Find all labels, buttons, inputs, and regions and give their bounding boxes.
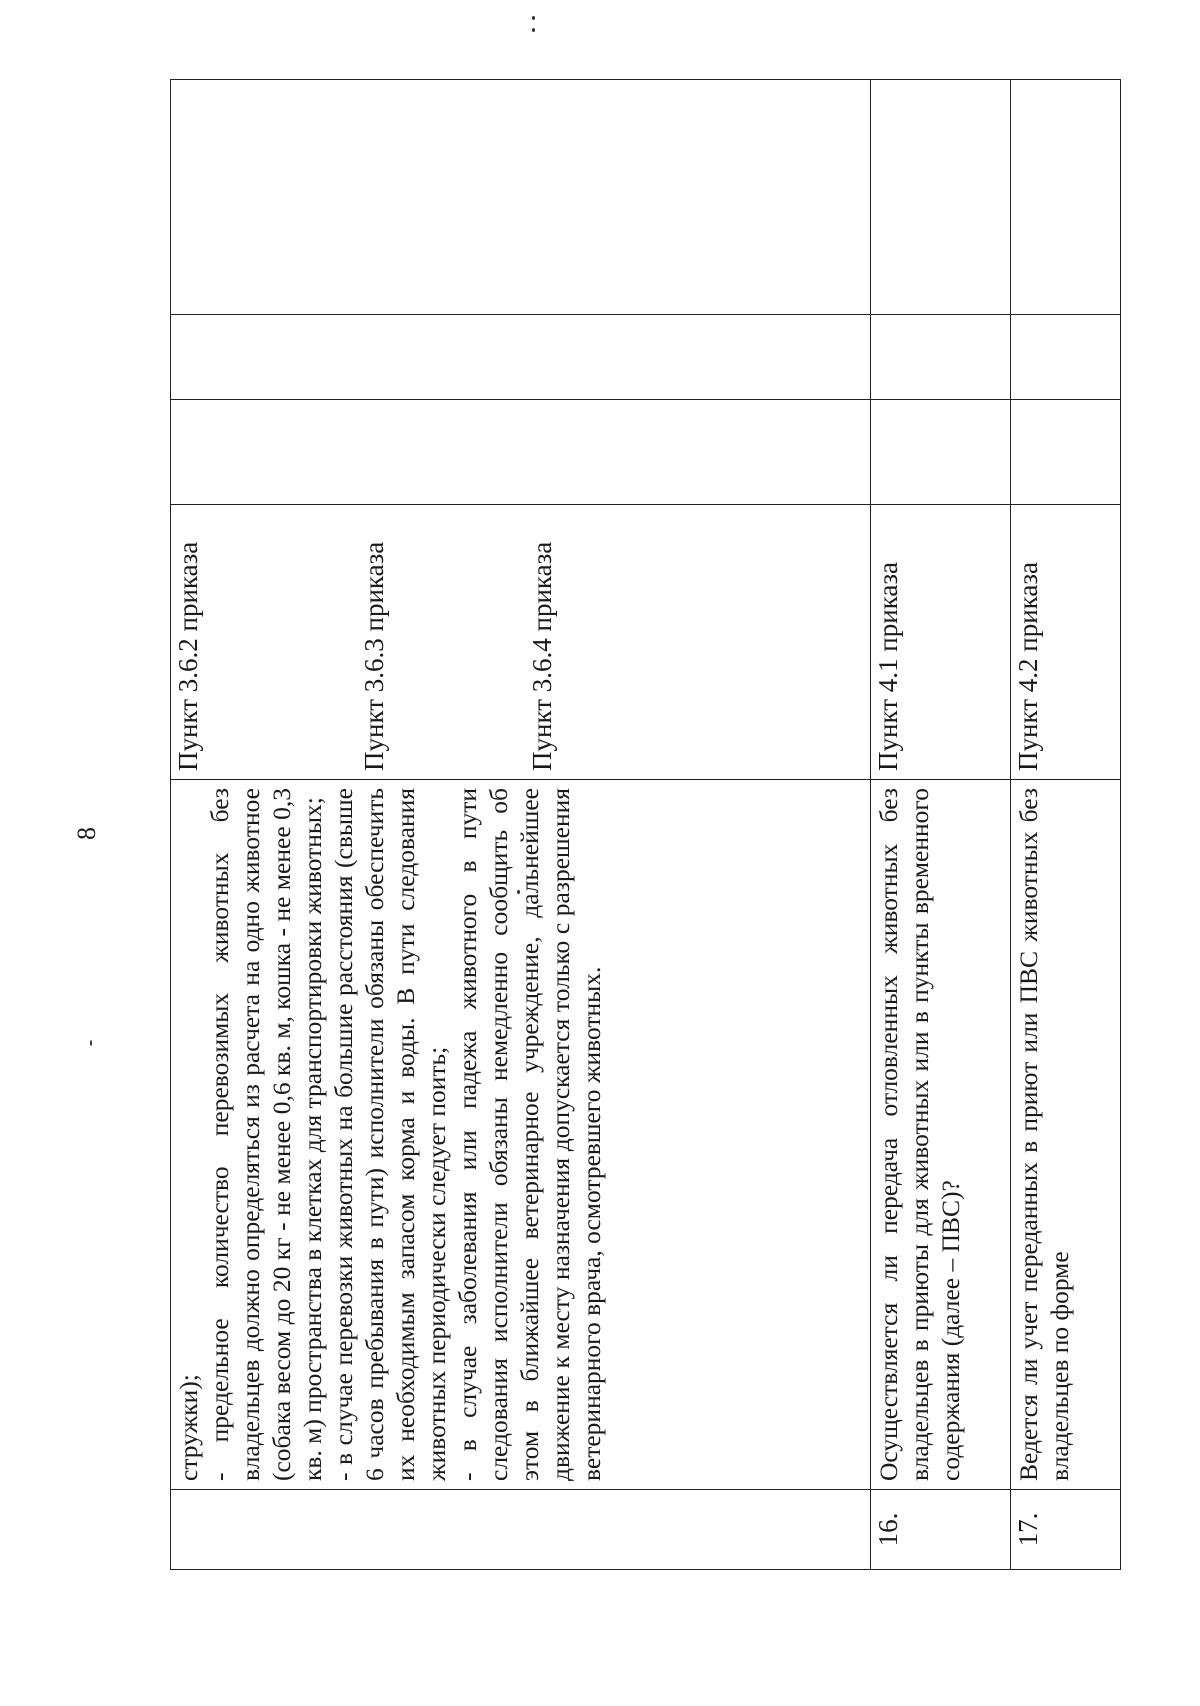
scan-speck	[532, 16, 535, 20]
empty-cell	[1011, 315, 1121, 400]
scan-speck	[532, 28, 535, 32]
requirement-line: - предельное количество перевозимых животных без владельцев должно определяться из расчета на одно животное (собака весом до 20 кг - не менее 0,6 кв. м, кошка - не менее 0,3 кв. м) пространства в клетках для транспортировки животных;	[205, 788, 327, 1481]
empty-cell	[171, 315, 871, 400]
requirement-line: - в случае перевозки животных на большие расстояния (свыше 6 часов пребывания в пути) исполнители обязаны обеспечить их необходимым запасом корма и воды. В пути следования животных периодически следует поить;	[329, 788, 451, 1481]
page-number: 8	[72, 827, 101, 840]
requirement-line: стружки);	[174, 1374, 203, 1481]
table-row	[871, 80, 1011, 1570]
question-cell: Ведется ли учет переданных в приют или ПВС животных без владельцев по форме	[1011, 780, 1121, 1490]
question-cell: Осуществляется ли передача отловленных животных без владельцев в приюты для животных или в пункты временного содержания (далее – ПВС)?	[871, 780, 1011, 1490]
reference-text: Пункт 3.6.2 приказа	[173, 541, 203, 771]
empty-cell	[1011, 400, 1121, 505]
empty-cell	[871, 315, 1011, 400]
reference-text: Пункт 3.6.3 приказа	[359, 541, 389, 771]
row-number	[171, 1490, 871, 1570]
row-number: 16.	[871, 1490, 1011, 1570]
reference-cell	[171, 505, 871, 780]
table-row	[1011, 80, 1121, 1570]
reference-cell: Пункт 4.1 приказа	[871, 505, 1011, 780]
empty-cell	[171, 400, 871, 505]
reference-text: Пункт 3.6.4 приказа	[527, 541, 557, 771]
requirement-line: - в случае заболевания или падежа животного в пути следования исполнители обязаны немедленно сообщить об этом в ближайшее ветеринарное учреждение, дальнейшее движение к месту назначения допускается только с разрешения ветеринарного врача, осмотревшего животных.	[453, 788, 606, 1481]
rotated-checklist	[170, 80, 1120, 1570]
checklist-table	[170, 79, 1121, 1570]
requirement-cell	[171, 780, 871, 1490]
table-row	[171, 80, 871, 1570]
empty-cell	[871, 400, 1011, 505]
empty-cell	[171, 80, 871, 315]
row-number: 17.	[1011, 1490, 1121, 1570]
scan-speck	[90, 1040, 92, 1046]
reference-cell: Пункт 4.2 приказа	[1011, 505, 1121, 780]
empty-cell	[871, 80, 1011, 315]
empty-cell	[1011, 80, 1121, 315]
